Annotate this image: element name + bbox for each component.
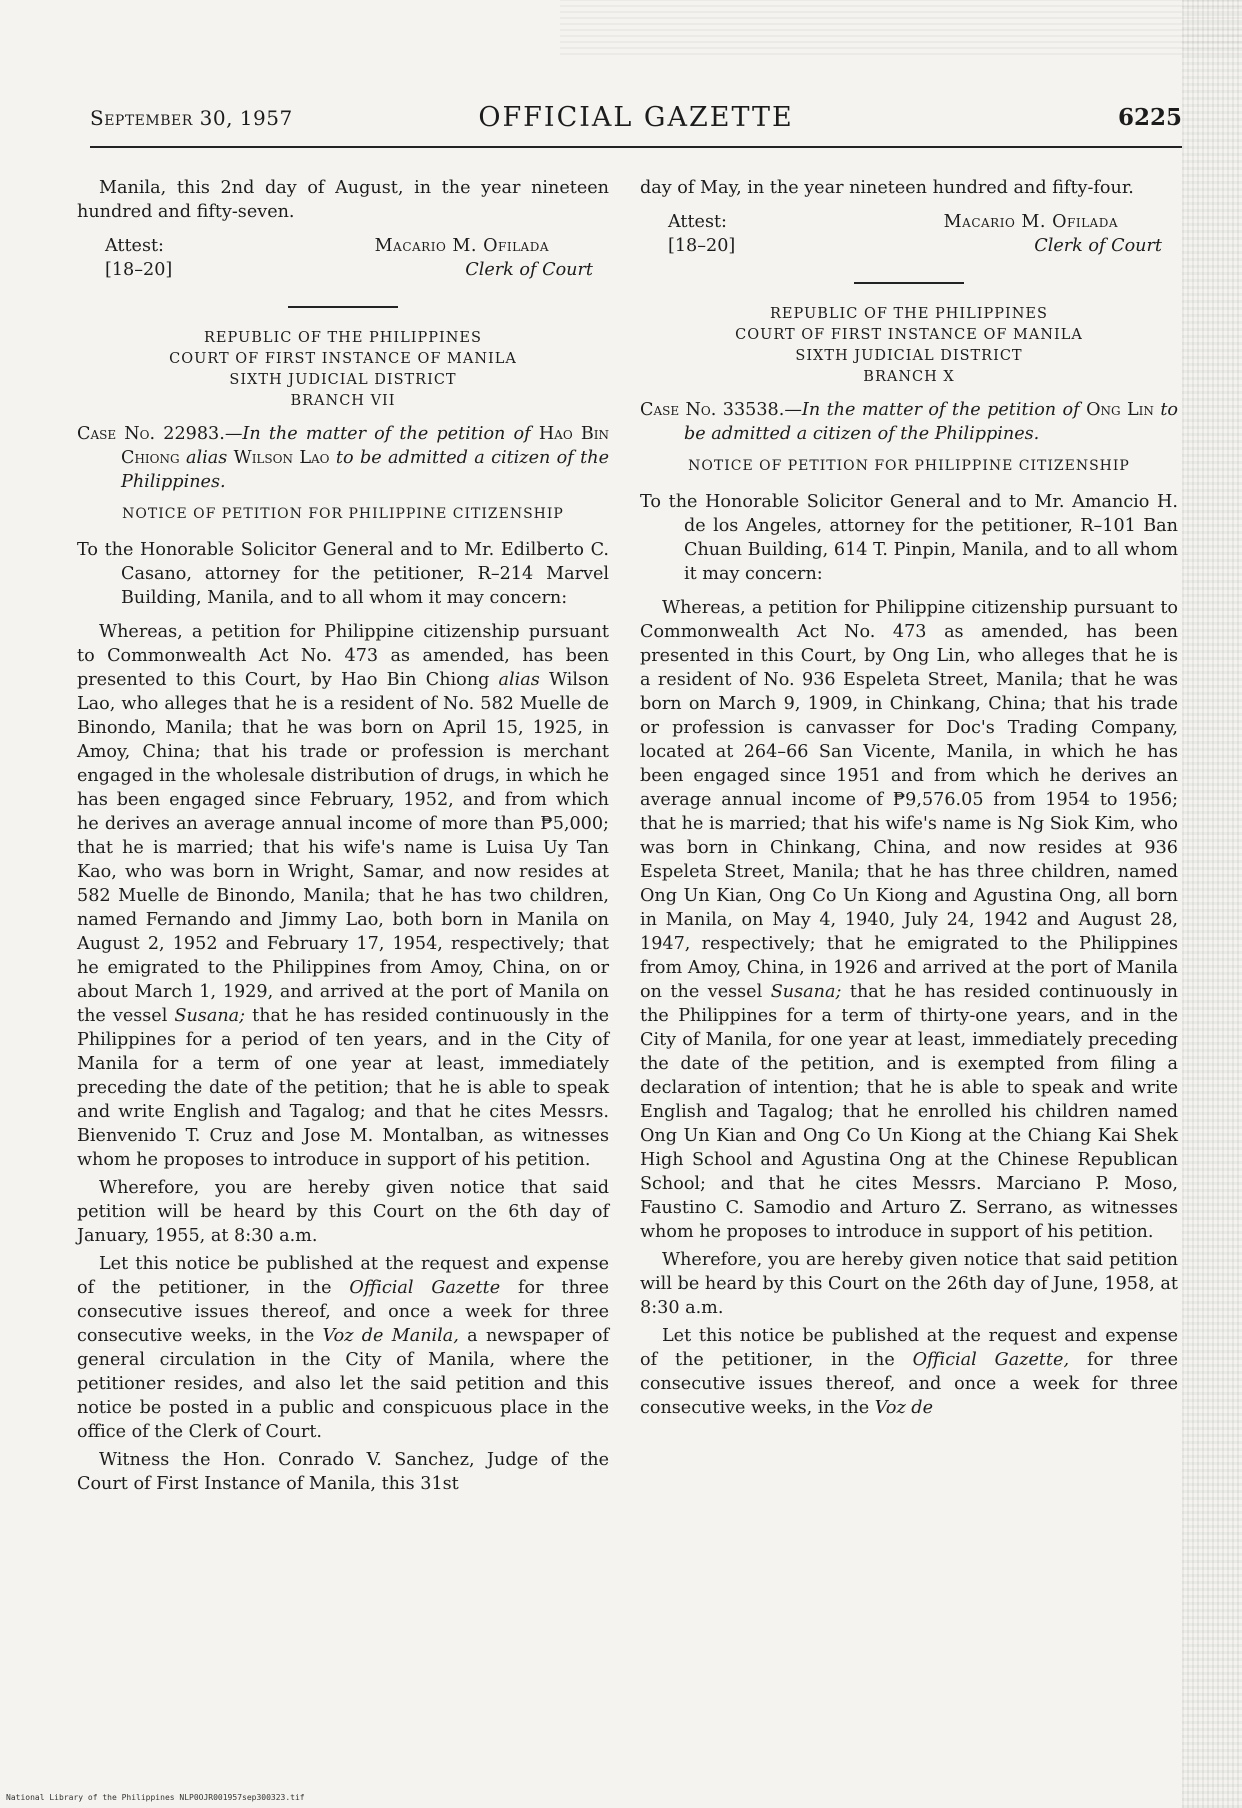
right-body-whereas (640, 596, 1178, 1244)
left-body-whereas (77, 620, 609, 1172)
caption-line: REPUBLIC OF THE PHILIPPINES (770, 306, 1048, 322)
left-clerk-name: Macario M. Ofilada (374, 236, 549, 256)
text-run: for three consecutive issues thereof, and once a week for three consecutive weeks, in the (77, 1278, 610, 1346)
right-body-wherefore: Wherefore, you are hereby given notice that said petition will be heard by this Court on the 26th day of June, 1958, at 8:30 a.m. (640, 1250, 1178, 1318)
text-run: Susana; (174, 1006, 246, 1026)
right-body-publish (640, 1324, 1178, 1420)
case-text: alias (179, 448, 234, 468)
left-attest-label: Attest: (105, 236, 164, 256)
left-court-caption (77, 328, 609, 412)
scan-noise-top (560, 0, 1242, 55)
right-notice-heading: NOTICE OF PETITION FOR PHILIPPINE CITIZENSHIP (688, 458, 1130, 474)
left-intro: Manila, this 2nd day of August, in the year nineteen hundred and fifty-seven. (77, 178, 609, 222)
page-number: 6225 (1117, 104, 1182, 131)
text-run: Whereas, a petition for Philippine citizenship pursuant to Commonwealth Act No. 473 as amended, has been presented in this Court, by Ong Lin, who alleges that he is a resident of No. 936 Espeleta Street, Manila; that he was born on March 9, 1909, in Chinkang, China; that his trade or profession is canvasser for Doc's Trading Company, located at 264–66 San Vicente, Manila, in which he has been engaged since 1951 and from which he derives an average annual income of ₱9,576.05 from 1954 to 1956; that he is married; that his wife's name is Ng Siok Kim, who was born in Chinkang, China, and now resides at 936 Espeleta Street, Manila; that he has three children, named Ong Un Kian, Ong Co Un Kiong and Agustina Ong, all born in Manila, on May 4, 1940, July 24, 1942 and August 28, 1947, respectively; that he emigrated to the Philippines from Amoy, China, in 1926 and arrived at the port of Manila on the vessel (640, 598, 1178, 1002)
left-notice-heading: NOTICE OF PETITION FOR PHILIPPINE CITIZENSHIP (122, 506, 564, 522)
right-divider (854, 282, 964, 284)
text-run: alias (498, 670, 540, 690)
text-run: that he has resided continuously in the Philippines for a period of ten years, and in the City of Manila for a term of one year at least, immediately preceding the date of the petition; that he is able to speak and write English and Tagalog; and that he cites Messrs. Bienvenido T. Cruz and Jose M. Montalban, as witnesses whom he proposes to introduce in support of his petition. (77, 1006, 609, 1170)
caption-line: REPUBLIC OF THE PHILIPPINES (204, 330, 482, 346)
text-run: for three consecutive issues thereof, and once a week for three consecutive weeks, in the (640, 1350, 1179, 1418)
right-address: To the Honorable Solicitor General and to Mr. Amancio H. de los Angeles, attorney for the petitioner, R–101 Ban Chuan Building, 614 T. Pinpin, Manila, and to all whom it may concern: (640, 492, 1178, 584)
right-attest-ref: [18–20] (668, 236, 736, 256)
left-case-title (77, 422, 609, 494)
left-divider (288, 306, 398, 308)
case-text: to be admitted a citizen of the Philippines. (684, 400, 1178, 444)
publication-title: OFFICIAL GAZETTE (478, 102, 794, 133)
scan-footer: National Library of the Philippines NLP0OJR001957sep300323.tif (6, 1793, 305, 1802)
scan-noise-right (1182, 0, 1242, 1808)
caption-line: SIXTH JUDICIAL DISTRICT (795, 348, 1023, 364)
right-court-caption (640, 304, 1178, 388)
right-clerk-title: Clerk of Court (1034, 236, 1162, 256)
text-run: Whereas, a petition for Philippine citizenship pursuant to Commonwealth Act No. 473 as amended, has been presented to this Court, by Hao Bin Chiong (77, 622, 609, 690)
case-text: to be admitted a citizen of the Philippines. (121, 448, 609, 492)
left-clerk-title: Clerk of Court (465, 260, 593, 280)
left-attest-ref: [18–20] (105, 260, 173, 280)
text-run: Voz de Manila, (322, 1326, 459, 1346)
right-column (640, 176, 1178, 1424)
case-number: Case No. 33538. (640, 400, 785, 420)
text-run: Let this notice be published at the request and expense of the petitioner, in the (77, 1254, 609, 1298)
petitioner-name: Ong Lin (1086, 400, 1154, 420)
left-column (77, 176, 609, 1500)
caption-line: COURT OF FIRST INSTANCE OF MANILA (169, 351, 517, 367)
page-header (90, 100, 1182, 148)
right-case-title (640, 398, 1178, 446)
text-run: Official Gazette (349, 1278, 501, 1298)
caption-line: BRANCH X (863, 369, 955, 385)
text-run: Susana; (770, 982, 842, 1002)
case-text: —In the matter of the petition of (224, 424, 539, 444)
text-run: that he has resided continuously in the Philippines for a term of thirty-one years, and in the City of Manila, for one year at least, immediately preceding the date of the petition, and is exempted from filing a declaration of intention; that he is able to speak and write English and Tagalog; that he enrolled his children named Ong Un Kian and Ong Co Un Kiong at the Chiang Kai Shek High School and Agustina Ong at the Chinese Republican School; and that he cites Messrs. Marciano P. Moso, Faustino C. Samodio and Arturo Z. Serrano, as witnesses whom he proposes to introduce in support of his petition. (640, 982, 1179, 1242)
issue-date: September 30, 1957 (90, 106, 293, 130)
case-number: Case No. 22983. (77, 424, 225, 444)
caption-line: COURT OF FIRST INSTANCE OF MANILA (735, 327, 1083, 343)
petitioner-name: Hao Bin Chiong (121, 424, 610, 468)
left-attest-block (77, 234, 609, 286)
caption-line: SIXTH JUDICIAL DISTRICT (229, 372, 457, 388)
right-attest-block (640, 210, 1178, 262)
text-run: Voz de (874, 1398, 933, 1418)
left-body-wherefore: Wherefore, you are hereby given notice that said petition will be heard by this Court on the 6th day of January, 1955, at 8:30 a.m. (77, 1178, 609, 1246)
right-intro: day of May, in the year nineteen hundred and fifty-four. (640, 178, 1134, 198)
text-run: Let this notice be published at the request and expense of the petitioner, in the (640, 1326, 1178, 1370)
petitioner-alias: Wilson Lao (233, 448, 330, 468)
left-body-publish (77, 1252, 609, 1444)
left-body-witness: Witness the Hon. Conrado V. Sanchez, Judge of the Court of First Instance of Manila, this 31st (77, 1450, 609, 1494)
right-clerk-name: Macario M. Ofilada (943, 212, 1118, 232)
text-run: Official Gazette, (912, 1350, 1070, 1370)
case-text: —In the matter of the petition of (784, 400, 1087, 420)
text-run: Wilson Lao, who alleges that he is a resident of No. 582 Muelle de Binondo, Manila; that he was born on April 15, 1925, in Amoy, China; that his trade or profession is merchant engaged in the wholesale distribution of drugs, in which he has been engaged since February, 1952, and from which he derives an average annual income of more than ₱5,000; that he is married; that his wife's name is Luisa Uy Tan Kao, who was born in Wright, Samar, and now resides at 582 Muelle de Binondo, Manila; that he has two children, named Fernando and Jimmy Lao, both born in Manila on August 2, 1952 and February 17, 1954, respectively; that he emigrated to the Philippines from Amoy, China, on or about March 1, 1929, and arrived at the port of Manila on the vessel (77, 670, 609, 1026)
left-address: To the Honorable Solicitor General and to Mr. Edilberto C. Casano, attorney for the petitioner, R–214 Marvel Building, Manila, and to all whom it may concern: (77, 540, 609, 608)
caption-line: BRANCH VII (290, 393, 396, 409)
right-attest-label: Attest: (668, 212, 727, 232)
text-run: a newspaper of general circulation in the City of Manila, where the petitioner resides, and also let the said petition and this notice be posted in a public and conspicuous place in the office of the Clerk of Court. (77, 1326, 609, 1442)
